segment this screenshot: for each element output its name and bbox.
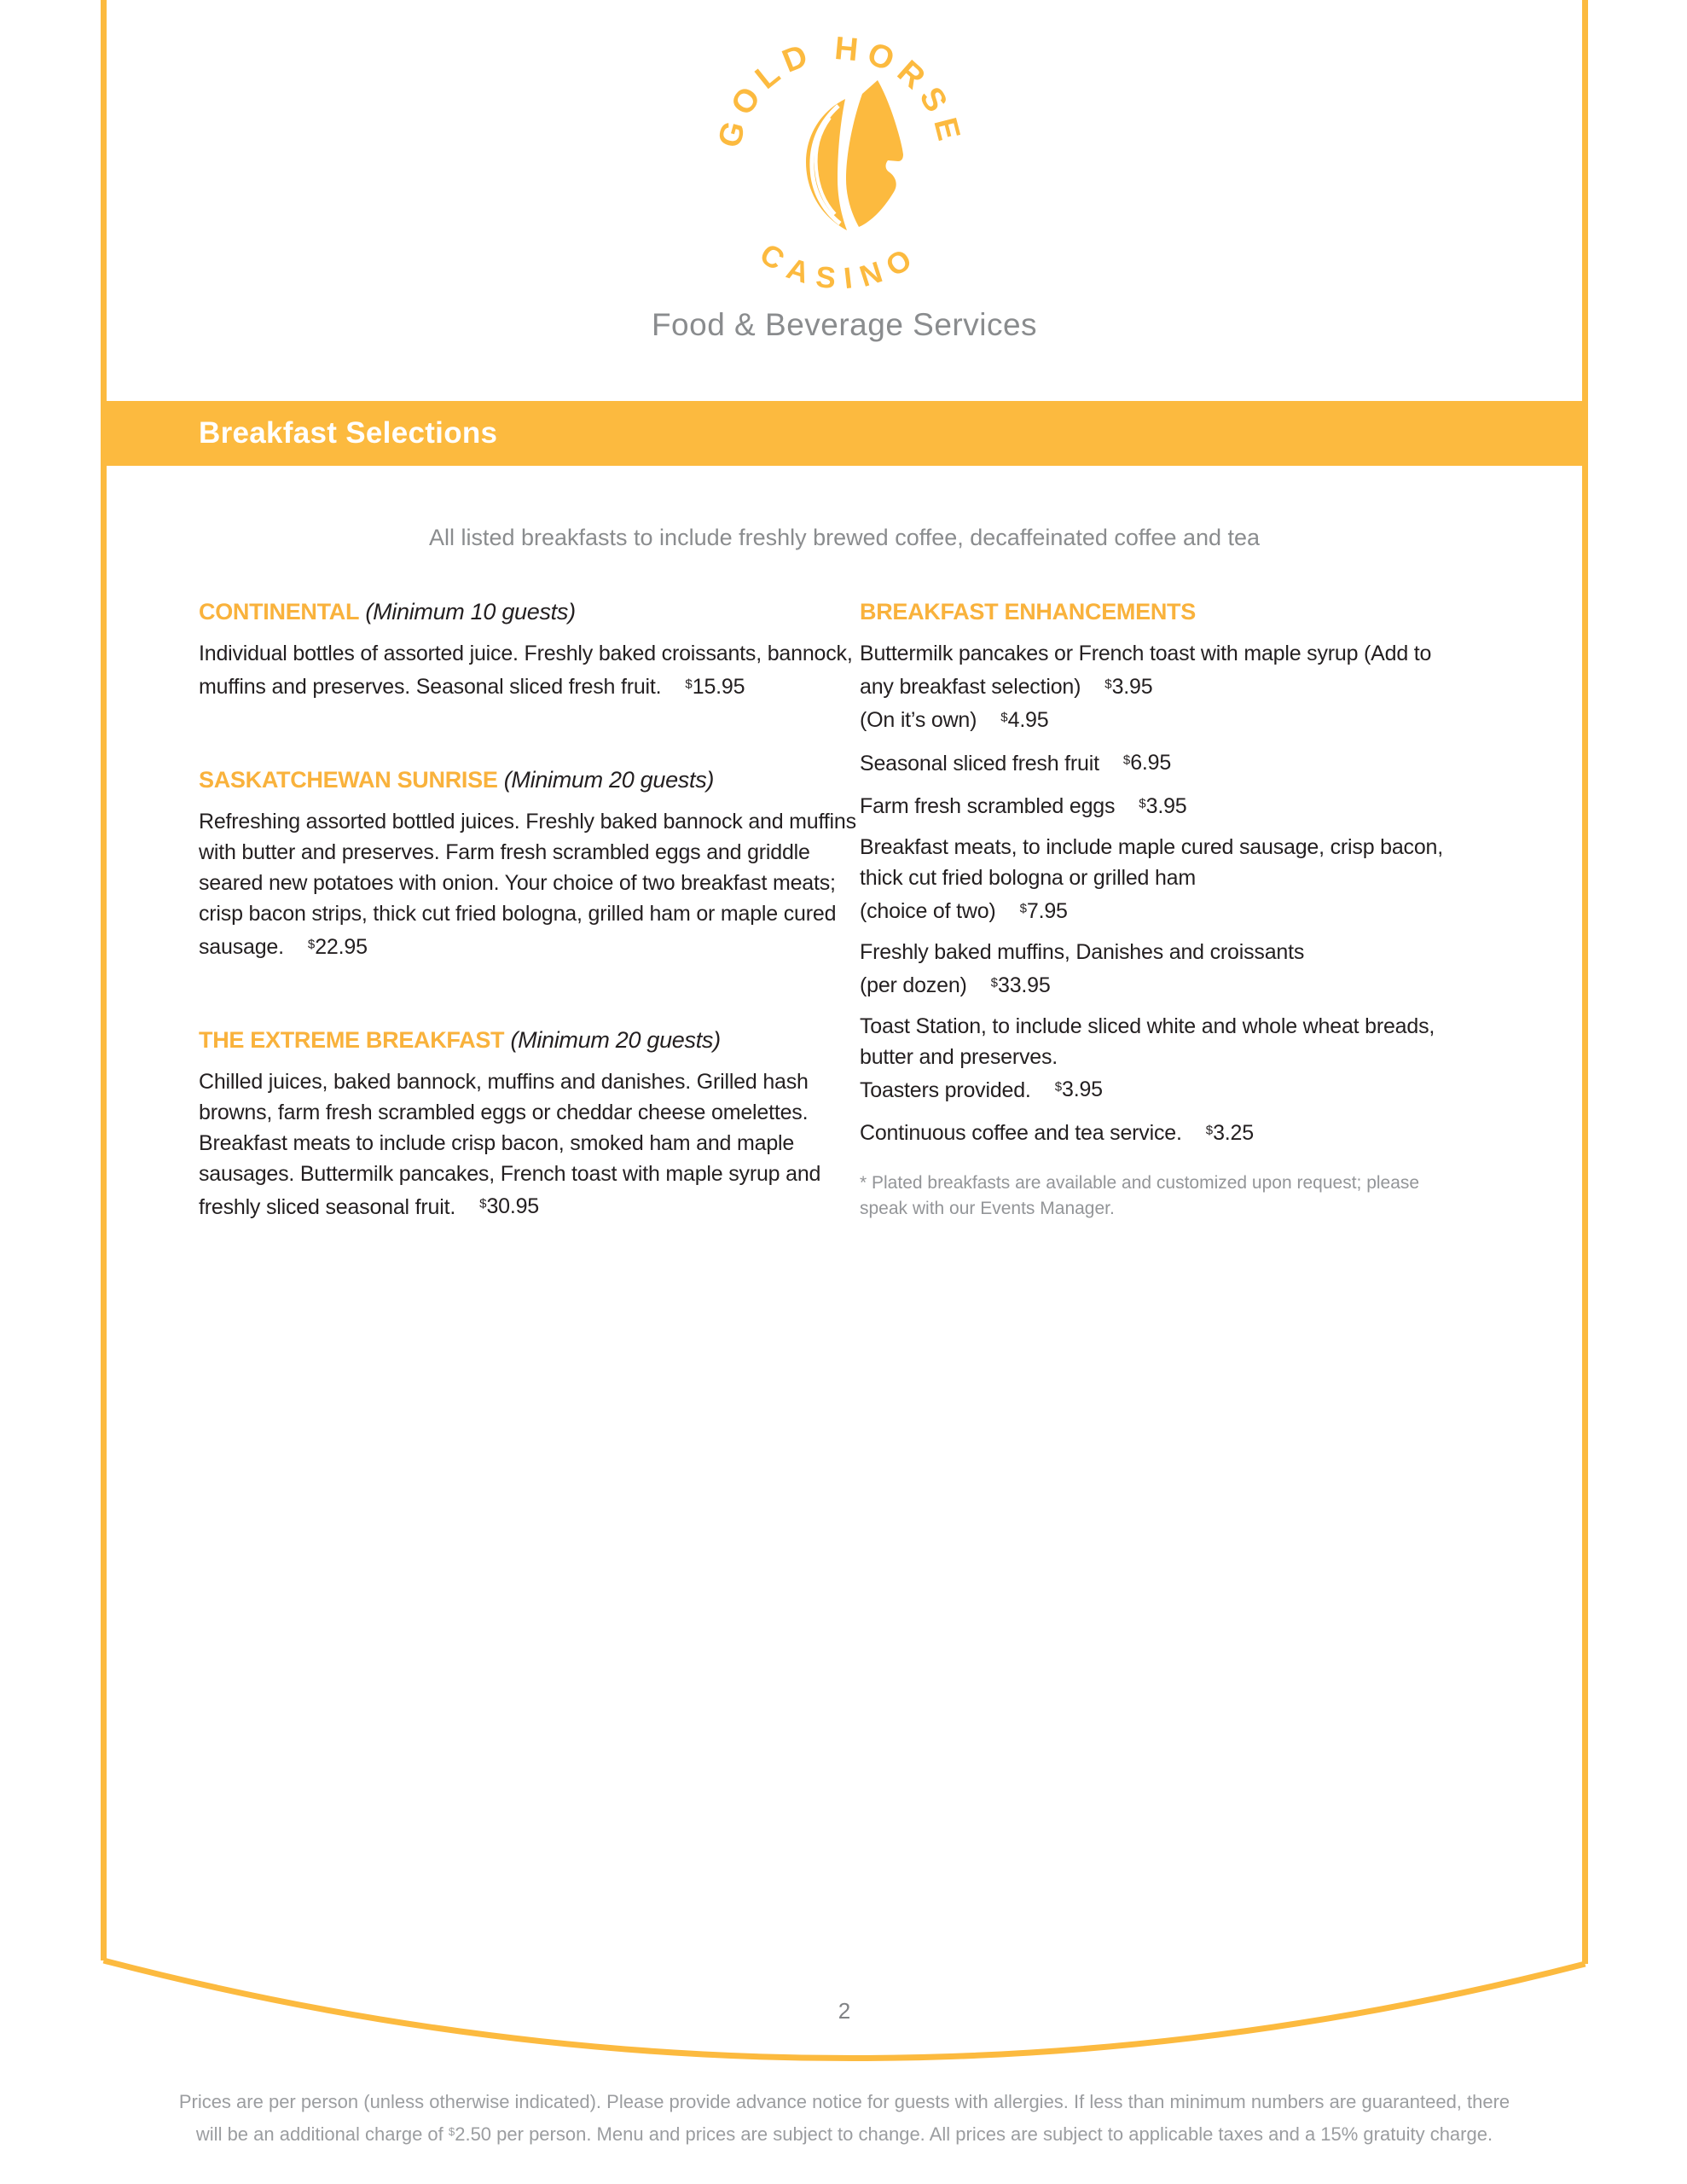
- item-text: Buttermilk pancakes or French toast with maple syrup (Add to any breakfast selection): [860, 642, 1432, 699]
- section-banner: [101, 401, 1588, 466]
- price: [1055, 1077, 1103, 1101]
- section-description: Refreshing assorted bottled juices. Freshly baked bannock and muffins with butter and preserves. Farm fresh scrambled eggs and griddle seared new potatoes with onion. Your choice of two breakfast meats; crisp bacon strips, thick cut fried bologna, grilled ham or maple cured sausage.: [199, 809, 856, 959]
- item-text: (choice of two): [860, 898, 996, 923]
- price: [1000, 708, 1048, 732]
- price-value: 3.25: [1213, 1121, 1254, 1145]
- page-border-right: [1582, 0, 1588, 1964]
- intro-note: All listed breakfasts to include freshly brewed coffee, decaffeinated coffee and tea: [428, 525, 1261, 550]
- price-value: 3.95: [1062, 1077, 1103, 1102]
- currency-symbol: $: [1205, 1123, 1214, 1138]
- price-value: 4.95: [1007, 707, 1049, 732]
- menu-item-toast-station: [860, 1011, 1457, 1106]
- menu-item-baked-goods: [860, 937, 1457, 1001]
- price-value: 3.95: [1145, 794, 1187, 818]
- section-description: Chilled juices, baked bannock, muffins and danishes. Grilled hash browns, farm fresh scrambled eggs or cheddar cheese omelettes. Breakfast meats to include crisp bacon, smoked ham and maple sausages. Buttermilk pancakes, French toast with maple syrup and freshly sliced seasonal fruit.: [199, 1069, 821, 1219]
- item-text: Continuous coffee and tea service.: [860, 1121, 1182, 1145]
- item-line: [860, 702, 1457, 735]
- item-line: [860, 893, 1457, 926]
- menu-section-saskatchewan-sunrise: [199, 765, 864, 962]
- currency-symbol: $: [1104, 677, 1112, 691]
- footer-line2-after: per person. Menu and prices are subject to change. All prices are subject to applicable taxes and a 15% gratuity charge.: [491, 2123, 1493, 2145]
- menu-item-breakfast-meats: [860, 832, 1457, 926]
- item-text: Freshly baked muffins, Danishes and croissants: [860, 939, 1305, 964]
- price: [1139, 794, 1186, 818]
- price: [479, 1194, 539, 1218]
- price-value: 6.95: [1130, 751, 1172, 775]
- menu-section-continental: [199, 597, 864, 702]
- section-title: THE EXTREME BREAKFAST: [199, 1026, 505, 1053]
- footer-disclaimer: [143, 2087, 1545, 2149]
- item-text: Toast Station, to include sliced white and whole wheat breads, butter and preserves.: [860, 1014, 1435, 1069]
- brand-subtitle: Food & Beverage Services: [651, 307, 1038, 342]
- menu-item-fresh-fruit: [860, 746, 1457, 779]
- item-text: Breakfast meats, to include maple cured sausage, crisp bacon, thick cut fried bologna or grilled ham: [860, 835, 1444, 890]
- price: [1123, 751, 1171, 775]
- page-border-left: [101, 0, 107, 1960]
- currency-symbol: $: [1139, 796, 1146, 811]
- section-minimum: (Minimum 10 guests): [365, 599, 576, 624]
- price: [1020, 899, 1068, 923]
- item-text: (On it’s own): [860, 707, 977, 732]
- page-number: 2: [838, 1998, 851, 2024]
- item-line: [860, 1011, 1457, 1072]
- section-minimum: (Minimum 20 guests): [503, 766, 715, 793]
- footer-line1: Prices are per person (unless otherwise indicated). Please provide advance notice for guests with allergies. If less than minimum numbers are guaranteed, there: [178, 2091, 1510, 2112]
- price-value: 33.95: [998, 973, 1051, 997]
- horse-icon: [806, 80, 903, 230]
- currency-symbol: $: [1000, 709, 1008, 724]
- currency-symbol: $: [990, 974, 998, 990]
- item-line: [860, 937, 1457, 967]
- plated-breakfast-footnote: * Plated breakfasts are available and customized upon request; please speak with our Events Manager.: [860, 1173, 1420, 1218]
- price-value: 30.95: [486, 1194, 539, 1219]
- item-text: (per dozen): [860, 973, 967, 997]
- currency-symbol: $: [448, 2125, 455, 2138]
- section-heading: [199, 765, 864, 794]
- bottom-swoosh-line: [101, 1954, 1588, 2099]
- price-value: 3.95: [1111, 674, 1153, 699]
- section-body: [199, 1066, 864, 1223]
- currency-symbol: $: [307, 936, 316, 951]
- section-body: [199, 806, 864, 962]
- section-title: CONTINENTAL: [199, 599, 360, 624]
- menu-item-scrambled-eggs: [860, 788, 1457, 822]
- price: [1104, 675, 1152, 699]
- currency-symbol: $: [1122, 752, 1131, 768]
- item-line: [860, 638, 1457, 702]
- menu-item-pancakes-french-toast: [860, 638, 1457, 735]
- item-text: Toasters provided.: [860, 1077, 1031, 1102]
- currency-symbol: $: [1054, 1079, 1063, 1095]
- brand-arc-bottom: CASINO: [754, 237, 926, 296]
- breakfast-enhancements-column: [860, 597, 1457, 1222]
- banner-title: Breakfast Selections: [199, 416, 498, 450]
- section-body: [199, 638, 864, 702]
- item-line: [860, 1115, 1457, 1148]
- section-description: Individual bottles of assorted juice. Freshly baked croissants, bannock, muffins and preserves. Seasonal sliced fresh fruit.: [199, 642, 853, 699]
- currency-symbol: $: [685, 677, 693, 691]
- price-value: 22.95: [315, 934, 368, 959]
- menu-section-extreme-breakfast: [199, 1025, 864, 1223]
- section-minimum: (Minimum 20 guests): [510, 1026, 721, 1053]
- footer-line2-before: will be an additional charge of: [195, 2123, 449, 2145]
- gold-horse-logo: [695, 15, 985, 305]
- enhancement-items: [860, 638, 1457, 1148]
- price: [1206, 1121, 1254, 1145]
- section-heading: [860, 597, 1457, 626]
- price: [685, 675, 745, 699]
- item-line: [860, 788, 1457, 822]
- item-text: Farm fresh scrambled eggs: [860, 794, 1116, 818]
- section-heading: [199, 597, 864, 626]
- currency-symbol: $: [1019, 901, 1027, 915]
- item-line: [860, 832, 1457, 893]
- brand-arc-top: GOLD HORSE: [711, 30, 969, 152]
- menu-item-coffee-tea-service: [860, 1115, 1457, 1148]
- price: [991, 973, 1051, 997]
- item-line: [860, 746, 1457, 779]
- currency-symbol: $: [479, 1196, 487, 1211]
- price-value: 7.95: [1026, 898, 1068, 923]
- item-text: Seasonal sliced fresh fruit: [860, 751, 1099, 775]
- price-value: 15.95: [692, 674, 745, 699]
- section-heading: [199, 1025, 864, 1054]
- price: [308, 935, 368, 959]
- item-line: [860, 967, 1457, 1001]
- item-line: [860, 1072, 1457, 1106]
- section-title: BREAKFAST ENHANCEMENTS: [860, 599, 1196, 624]
- breakfast-packages-column: [199, 597, 864, 1222]
- footer-line2-amount: 2.50: [455, 2123, 492, 2145]
- section-title: SASKATCHEWAN SUNRISE: [199, 766, 498, 793]
